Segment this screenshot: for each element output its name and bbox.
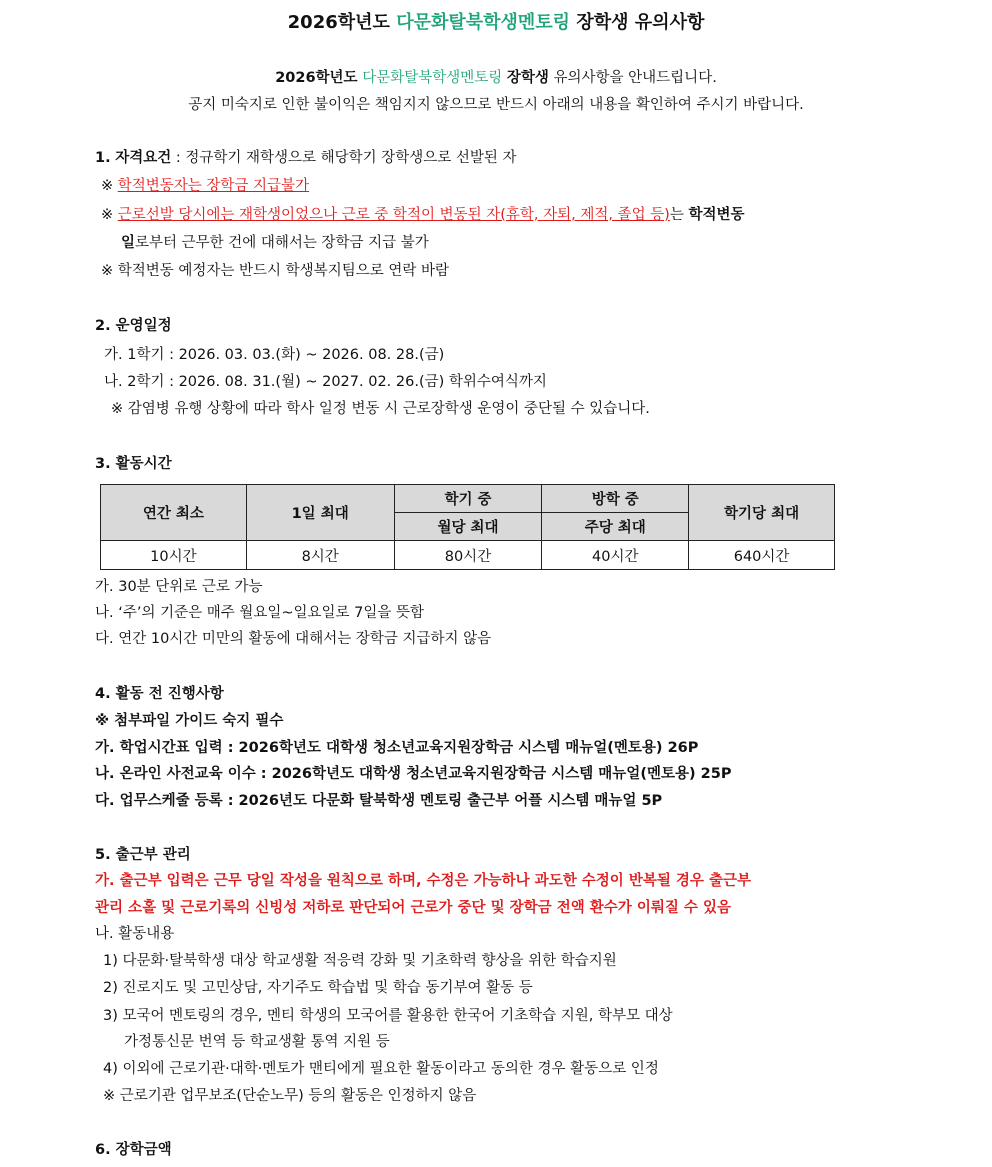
intro-role: 장학생 (506, 70, 549, 86)
table-header-per-semester: 학기당 최대 (689, 485, 835, 541)
sec4-item-1: 가. 학업시간표 입력 : 2026학년도 대학생 청소년교육지원장학금 시스템 매뉴얼(멘토용) 26P (95, 740, 699, 756)
sec5-activity-4: 4) 이외에 근로기관·대학·멘토가 맨티에게 필요한 활동이라고 동의한 경우 활동으로 인정 (103, 1061, 659, 1077)
sec4-heading: 4. 활동 전 진행사항 (95, 686, 224, 702)
sec6-heading: 6. 장학금액 (95, 1142, 172, 1158)
sec1-note-2-mid: 는 (669, 207, 689, 223)
intro-line-1 (0, 66, 992, 87)
sec1-note-2-cont-bold: 일 (121, 235, 136, 251)
sec3-item-2: 나. ‘주’의 기준은 매주 월요일~일요일로 7일을 뜻함 (95, 605, 424, 621)
title-rest: 장학생 유의사항 (576, 12, 705, 33)
sec2-item-2: 나. 2학기 : 2026. 08. 31.(월) ~ 2027. 02. 26.(금) 학위수여식까지 (104, 374, 547, 390)
sec3-heading: 3. 활동시간 (95, 456, 172, 472)
sec4-note: ※ 첨부파일 가이드 숙지 필수 (95, 713, 284, 729)
table-subheader-weekly: 주당 최대 (542, 513, 689, 541)
table-cell-monthly: 80시간 (394, 541, 542, 570)
title-program: 다문화탈북학생멘토링 (396, 12, 571, 33)
sec4-item-3: 다. 업무스케줄 등록 : 2026년도 다문화 탈북학생 멘토링 출근부 어플 시스템 매뉴얼 5P (95, 793, 663, 809)
sec5-subheading: 나. 활동내용 (95, 926, 175, 942)
title-year: 2026학년도 (287, 12, 390, 33)
table-header-annual: 연간 최소 (101, 485, 247, 541)
sec1-heading-label: 자격요건 (115, 150, 172, 166)
intro-program: 다문화탈북학생멘토링 (362, 70, 503, 86)
sec1-note-2-cont (121, 231, 429, 252)
sec5-activity-2: 2) 진로지도 및 고민상담, 자기주도 학습법 및 학습 동기부여 활동 등 (103, 980, 533, 996)
sec5-activity-3-cont: 가정통신문 번역 등 학교생활 통역 지원 등 (124, 1034, 390, 1050)
table-row (101, 541, 835, 570)
table-cell-weekly: 40시간 (542, 541, 689, 570)
sec1-note-3-text: 학적변동 예정자는 반드시 학생복지팀으로 연락 바람 (117, 263, 449, 279)
sec4-item-2: 나. 온라인 사전교육 이수 : 2026학년도 대학생 청소년교육지원장학금 시스템 매뉴얼(멘토용) 25P (95, 766, 732, 782)
activity-hours-table (100, 484, 835, 570)
table-header-vacation: 방학 중 (542, 485, 689, 513)
table-cell-daily: 8시간 (246, 541, 394, 570)
intro-rest: 유의사항을 안내드립니다. (553, 70, 717, 86)
sec1-note-2-cont-rest: 로부터 근무한 건에 대해서는 장학금 지급 불가 (135, 235, 429, 251)
sec5-activity-3: 3) 모국어 멘토링의 경우, 멘티 학생의 모국어를 활용한 한국어 기초학습 지원, 학부모 대상 (103, 1008, 673, 1024)
sec3-item-1: 가. 30분 단위로 근로 가능 (95, 579, 263, 595)
table-subheader-monthly: 월당 최대 (394, 513, 542, 541)
sec1-note-2 (101, 203, 745, 224)
table-cell-annual: 10시간 (101, 541, 247, 570)
sec5-activity-1: 1) 다문화·탈북학생 대상 학교생활 적응력 강화 및 기초학력 향상을 위한 학습지원 (103, 953, 617, 969)
document-title (0, 8, 992, 34)
sec1-note-3 (101, 259, 449, 280)
sec5-heading: 5. 출근부 관리 (95, 847, 191, 863)
note-mark: ※ (101, 178, 114, 194)
intro-line-2: 공지 미숙지로 인한 불이익은 책임지지 않으므로 반드시 아래의 내용을 확인하여 주시기 바랍니다. (188, 97, 804, 113)
sec1-note-2-bold: 학적변동 (688, 207, 745, 223)
sec1-heading-rest: : 정규학기 재학생으로 해당학기 장학생으로 선발된 자 (175, 150, 517, 166)
sec3-item-3: 다. 연간 10시간 미만의 활동에 대해서는 장학금 지급하지 않음 (95, 631, 492, 647)
sec1-heading (95, 146, 517, 167)
sec2-item-1: 가. 1학기 : 2026. 03. 03.(화) ~ 2026. 08. 28.(금) (104, 347, 445, 363)
sec5-warning-line-1: 가. 출근부 입력은 근무 당일 작성을 원칙으로 하며, 수정은 가능하나 과도한 수정이 반복될 경우 출근부 (95, 873, 751, 889)
sec5-note: ※ 근로기관 업무보조(단순노무) 등의 활동은 인정하지 않음 (103, 1088, 477, 1104)
table-cell-per-semester: 640시간 (689, 541, 835, 570)
table-header-semester: 학기 중 (394, 485, 542, 513)
sec2-note: ※ 감염병 유행 상황에 따라 학사 일정 변동 시 근로장학생 운영이 중단될 수 있습니다. (111, 401, 650, 417)
sec1-heading-num: 1. (95, 150, 111, 166)
table-header-daily: 1일 최대 (246, 485, 394, 541)
sec5-warning-line-2: 관리 소홀 및 근로기록의 신빙성 저하로 판단되어 근로가 중단 및 장학금 전액 환수가 이뤄질 수 있음 (95, 900, 731, 916)
note-mark: ※ (101, 207, 114, 223)
sec2-heading: 2. 운영일정 (95, 318, 172, 334)
sec1-note-1-text: 학적변동자는 장학금 지급불가 (117, 178, 310, 194)
intro-year: 2026학년도 (275, 70, 358, 86)
sec1-note-2-red: 근로선발 당시에는 재학생이었으나 근로 중 학적이 변동된 자(휴학, 자퇴, 제적, 졸업 등) (117, 207, 670, 223)
note-mark: ※ (101, 263, 114, 279)
sec1-note-1 (101, 174, 309, 195)
